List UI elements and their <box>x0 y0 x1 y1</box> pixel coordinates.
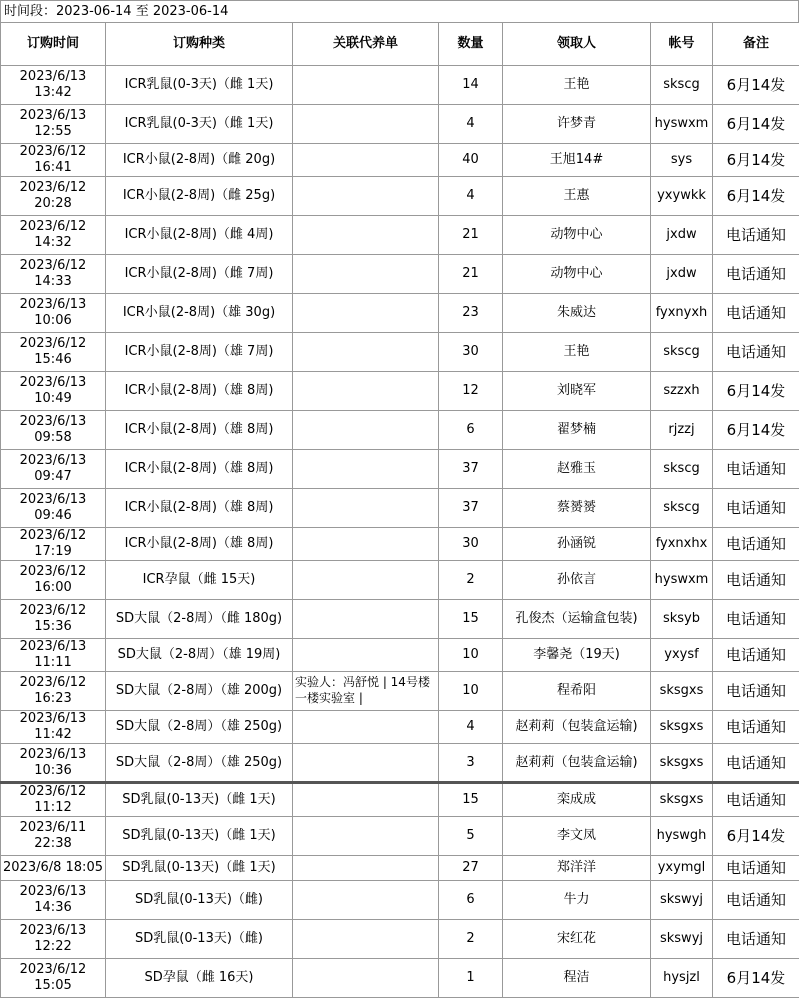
recipient-cell: 宋红花 <box>503 920 651 959</box>
quantity-cell: 3 <box>439 744 503 783</box>
linked-order-cell <box>293 255 439 294</box>
quantity-cell: 6 <box>439 881 503 920</box>
quantity-cell: 2 <box>439 561 503 600</box>
note-cell: 6月14发 <box>713 105 799 144</box>
note-cell: 6月14发 <box>713 959 799 998</box>
account-cell: sksgxs <box>651 711 713 744</box>
account-cell: sksgxs <box>651 744 713 783</box>
order-time-cell: 2023/6/12 14:33 <box>1 255 106 294</box>
table-row <box>1 856 799 881</box>
note-cell: 6月14发 <box>713 144 799 177</box>
header-species: 订购种类 <box>106 23 293 66</box>
order-time-cell: 2023/6/12 14:32 <box>1 216 106 255</box>
note-cell: 电话通知 <box>713 600 799 639</box>
table-body <box>1 66 799 998</box>
account-cell: hysjzl <box>651 959 713 998</box>
linked-order-cell <box>293 450 439 489</box>
recipient-cell: 程洁 <box>503 959 651 998</box>
species-cell: ICR小鼠(2-8周)（雄 8周) <box>106 372 293 411</box>
note-cell: 电话通知 <box>713 881 799 920</box>
order-time-cell: 2023/6/13 09:58 <box>1 411 106 450</box>
period-bar <box>0 0 799 22</box>
linked-order-cell <box>293 817 439 856</box>
table-row <box>1 66 799 105</box>
account-cell: sys <box>651 144 713 177</box>
recipient-cell: 栾成成 <box>503 783 651 817</box>
table-row <box>1 639 799 672</box>
quantity-cell: 21 <box>439 216 503 255</box>
quantity-cell: 23 <box>439 294 503 333</box>
order-time-cell: 2023/6/12 15:05 <box>1 959 106 998</box>
account-cell: skscg <box>651 66 713 105</box>
recipient-cell: 蔡赟赟 <box>503 489 651 528</box>
note-cell: 6月14发 <box>713 817 799 856</box>
quantity-cell: 4 <box>439 711 503 744</box>
note-cell: 电话通知 <box>713 489 799 528</box>
species-cell: ICR小鼠(2-8周)（雄 8周) <box>106 528 293 561</box>
recipient-cell: 许梦青 <box>503 105 651 144</box>
orders-table <box>0 22 799 998</box>
table-row <box>1 294 799 333</box>
header-row <box>1 23 799 66</box>
recipient-cell: 郑洋洋 <box>503 856 651 881</box>
order-time-cell: 2023/6/13 10:06 <box>1 294 106 333</box>
table-row <box>1 711 799 744</box>
recipient-cell: 李文凤 <box>503 817 651 856</box>
order-time-cell: 2023/6/13 13:42 <box>1 66 106 105</box>
quantity-cell: 10 <box>439 639 503 672</box>
quantity-cell: 30 <box>439 528 503 561</box>
order-time-cell: 2023/6/13 12:55 <box>1 105 106 144</box>
order-time-cell: 2023/6/13 09:46 <box>1 489 106 528</box>
species-cell: ICR乳鼠(0-3天)（雌 1天) <box>106 105 293 144</box>
account-cell: hyswxm <box>651 561 713 600</box>
recipient-cell: 动物中心 <box>503 216 651 255</box>
quantity-cell: 10 <box>439 672 503 711</box>
recipient-cell: 赵雅玉 <box>503 450 651 489</box>
linked-order-cell <box>293 639 439 672</box>
quantity-cell: 4 <box>439 105 503 144</box>
note-cell: 电话通知 <box>713 216 799 255</box>
account-cell: szzxh <box>651 372 713 411</box>
species-cell: ICR小鼠(2-8周)（雄 7周) <box>106 333 293 372</box>
linked-order-cell <box>293 216 439 255</box>
recipient-cell: 朱威达 <box>503 294 651 333</box>
species-cell: ICR小鼠(2-8周)（雄 8周) <box>106 411 293 450</box>
order-time-cell: 2023/6/13 11:42 <box>1 711 106 744</box>
recipient-cell: 王惠 <box>503 177 651 216</box>
account-cell: skscg <box>651 489 713 528</box>
header-quantity: 数量 <box>439 23 503 66</box>
note-cell: 电话通知 <box>713 920 799 959</box>
linked-order-cell <box>293 105 439 144</box>
quantity-cell: 30 <box>439 333 503 372</box>
species-cell: ICR孕鼠（雌 15天) <box>106 561 293 600</box>
recipient-cell: 动物中心 <box>503 255 651 294</box>
table-row <box>1 450 799 489</box>
table-row <box>1 959 799 998</box>
linked-order-cell <box>293 528 439 561</box>
species-cell: SD大鼠（2-8周）（雄 250g) <box>106 744 293 783</box>
note-cell: 6月14发 <box>713 372 799 411</box>
linked-order-cell <box>293 920 439 959</box>
linked-order-cell <box>293 561 439 600</box>
quantity-cell: 5 <box>439 817 503 856</box>
note-cell: 电话通知 <box>713 333 799 372</box>
account-cell: sksgxs <box>651 783 713 817</box>
species-cell: ICR乳鼠(0-3天)（雌 1天) <box>106 66 293 105</box>
note-cell: 电话通知 <box>713 856 799 881</box>
note-cell: 6月14发 <box>713 411 799 450</box>
note-cell: 6月14发 <box>713 66 799 105</box>
account-cell: sksgxs <box>651 672 713 711</box>
header-order-time: 订购时间 <box>1 23 106 66</box>
table-row <box>1 817 799 856</box>
note-cell: 电话通知 <box>713 294 799 333</box>
order-time-cell: 2023/6/12 16:00 <box>1 561 106 600</box>
note-cell: 电话通知 <box>713 450 799 489</box>
linked-order-cell <box>293 783 439 817</box>
table-row <box>1 144 799 177</box>
linked-order-cell <box>293 294 439 333</box>
species-cell: SD孕鼠（雌 16天) <box>106 959 293 998</box>
account-cell: skscg <box>651 450 713 489</box>
header-linked-order: 关联代养单 <box>293 23 439 66</box>
note-cell: 电话通知 <box>713 561 799 600</box>
recipient-cell: 孙涵锐 <box>503 528 651 561</box>
recipient-cell: 王艳 <box>503 333 651 372</box>
order-time-cell: 2023/6/13 10:36 <box>1 744 106 783</box>
linked-order-cell <box>293 333 439 372</box>
account-cell: hyswxm <box>651 105 713 144</box>
account-cell: hyswgh <box>651 817 713 856</box>
table-row <box>1 672 799 711</box>
table-row <box>1 372 799 411</box>
account-cell: skscg <box>651 333 713 372</box>
period-value: 2023-06-14 至 2023-06-14 <box>56 4 228 19</box>
table-row <box>1 177 799 216</box>
recipient-cell: 孔俊杰（运输盒包装) <box>503 600 651 639</box>
account-cell: yxymgl <box>651 856 713 881</box>
linked-order-cell: 实验人：冯舒悦 | 14号楼一楼实验室 | <box>293 672 439 711</box>
order-time-cell: 2023/6/13 11:11 <box>1 639 106 672</box>
account-cell: jxdw <box>651 216 713 255</box>
quantity-cell: 21 <box>439 255 503 294</box>
species-cell: SD大鼠（2-8周）（雄 200g) <box>106 672 293 711</box>
linked-order-cell <box>293 411 439 450</box>
table-row <box>1 783 799 817</box>
species-cell: ICR小鼠(2-8周)（雌 20g) <box>106 144 293 177</box>
order-time-cell: 2023/6/12 20:28 <box>1 177 106 216</box>
linked-order-cell <box>293 66 439 105</box>
linked-order-cell <box>293 372 439 411</box>
order-time-cell: 2023/6/13 10:49 <box>1 372 106 411</box>
note-cell: 电话通知 <box>713 711 799 744</box>
linked-order-cell <box>293 144 439 177</box>
quantity-cell: 1 <box>439 959 503 998</box>
recipient-cell: 王旭14# <box>503 144 651 177</box>
linked-order-cell <box>293 711 439 744</box>
species-cell: SD大鼠（2-8周）（雄 250g) <box>106 711 293 744</box>
account-cell: yxysf <box>651 639 713 672</box>
table-row <box>1 333 799 372</box>
header-recipient: 领取人 <box>503 23 651 66</box>
table-row <box>1 489 799 528</box>
table-row <box>1 600 799 639</box>
linked-order-cell <box>293 489 439 528</box>
species-cell: SD乳鼠(0-13天)（雌) <box>106 920 293 959</box>
order-time-cell: 2023/6/13 12:22 <box>1 920 106 959</box>
species-cell: ICR小鼠(2-8周)（雌 7周) <box>106 255 293 294</box>
species-cell: SD乳鼠(0-13天)（雌 1天) <box>106 817 293 856</box>
account-cell: skswyj <box>651 920 713 959</box>
table-row <box>1 411 799 450</box>
recipient-cell: 刘晓军 <box>503 372 651 411</box>
account-cell: fyxnyxh <box>651 294 713 333</box>
recipient-cell: 孙依言 <box>503 561 651 600</box>
quantity-cell: 40 <box>439 144 503 177</box>
recipient-cell: 赵莉莉（包装盒运输) <box>503 711 651 744</box>
quantity-cell: 6 <box>439 411 503 450</box>
table-row <box>1 105 799 144</box>
order-time-cell: 2023/6/11 22:38 <box>1 817 106 856</box>
recipient-cell: 赵莉莉（包装盒运输) <box>503 744 651 783</box>
recipient-cell: 王艳 <box>503 66 651 105</box>
order-time-cell: 2023/6/12 17:19 <box>1 528 106 561</box>
order-time-cell: 2023/6/12 16:41 <box>1 144 106 177</box>
quantity-cell: 14 <box>439 66 503 105</box>
note-cell: 6月14发 <box>713 177 799 216</box>
linked-order-cell <box>293 881 439 920</box>
table-row <box>1 255 799 294</box>
table-row <box>1 744 799 783</box>
species-cell: SD乳鼠(0-13天)（雌) <box>106 881 293 920</box>
linked-order-cell <box>293 177 439 216</box>
note-cell: 电话通知 <box>713 672 799 711</box>
species-cell: ICR小鼠(2-8周)（雄 8周) <box>106 450 293 489</box>
species-cell: ICR小鼠(2-8周)（雌 25g) <box>106 177 293 216</box>
quantity-cell: 4 <box>439 177 503 216</box>
header-account: 帐号 <box>651 23 713 66</box>
recipient-cell: 翟梦楠 <box>503 411 651 450</box>
species-cell: ICR小鼠(2-8周)（雌 4周) <box>106 216 293 255</box>
order-time-cell: 2023/6/12 11:12 <box>1 783 106 817</box>
order-time-cell: 2023/6/12 15:46 <box>1 333 106 372</box>
linked-order-cell <box>293 959 439 998</box>
species-cell: ICR小鼠(2-8周)（雄 8周) <box>106 489 293 528</box>
order-time-cell: 2023/6/13 14:36 <box>1 881 106 920</box>
quantity-cell: 27 <box>439 856 503 881</box>
account-cell: skswyj <box>651 881 713 920</box>
period-label: 时间段： <box>4 4 56 19</box>
order-time-cell: 2023/6/8 18:05 <box>1 856 106 881</box>
linked-order-cell <box>293 744 439 783</box>
quantity-cell: 2 <box>439 920 503 959</box>
species-cell: SD大鼠（2-8周）（雌 180g) <box>106 600 293 639</box>
order-time-cell: 2023/6/13 09:47 <box>1 450 106 489</box>
account-cell: rjzzj <box>651 411 713 450</box>
recipient-cell: 牛力 <box>503 881 651 920</box>
account-cell: jxdw <box>651 255 713 294</box>
order-time-cell: 2023/6/12 16:23 <box>1 672 106 711</box>
species-cell: SD乳鼠(0-13天)（雌 1天) <box>106 783 293 817</box>
note-cell: 电话通知 <box>713 744 799 783</box>
order-time-cell: 2023/6/12 15:36 <box>1 600 106 639</box>
quantity-cell: 12 <box>439 372 503 411</box>
table-row <box>1 881 799 920</box>
table-row <box>1 216 799 255</box>
linked-order-cell <box>293 600 439 639</box>
quantity-cell: 37 <box>439 489 503 528</box>
note-cell: 电话通知 <box>713 255 799 294</box>
table-row <box>1 561 799 600</box>
note-cell: 电话通知 <box>713 528 799 561</box>
account-cell: yxywkk <box>651 177 713 216</box>
account-cell: fyxnxhx <box>651 528 713 561</box>
species-cell: SD大鼠（2-8周）（雄 19周) <box>106 639 293 672</box>
species-cell: SD乳鼠(0-13天)（雌 1天) <box>106 856 293 881</box>
linked-order-cell <box>293 856 439 881</box>
header-note: 备注 <box>713 23 799 66</box>
note-cell: 电话通知 <box>713 639 799 672</box>
account-cell: sksyb <box>651 600 713 639</box>
table-row <box>1 920 799 959</box>
recipient-cell: 程希阳 <box>503 672 651 711</box>
recipient-cell: 李馨尧（19天) <box>503 639 651 672</box>
quantity-cell: 37 <box>439 450 503 489</box>
table-row <box>1 528 799 561</box>
note-cell: 电话通知 <box>713 783 799 817</box>
species-cell: ICR小鼠(2-8周)（雄 30g) <box>106 294 293 333</box>
quantity-cell: 15 <box>439 600 503 639</box>
quantity-cell: 15 <box>439 783 503 817</box>
